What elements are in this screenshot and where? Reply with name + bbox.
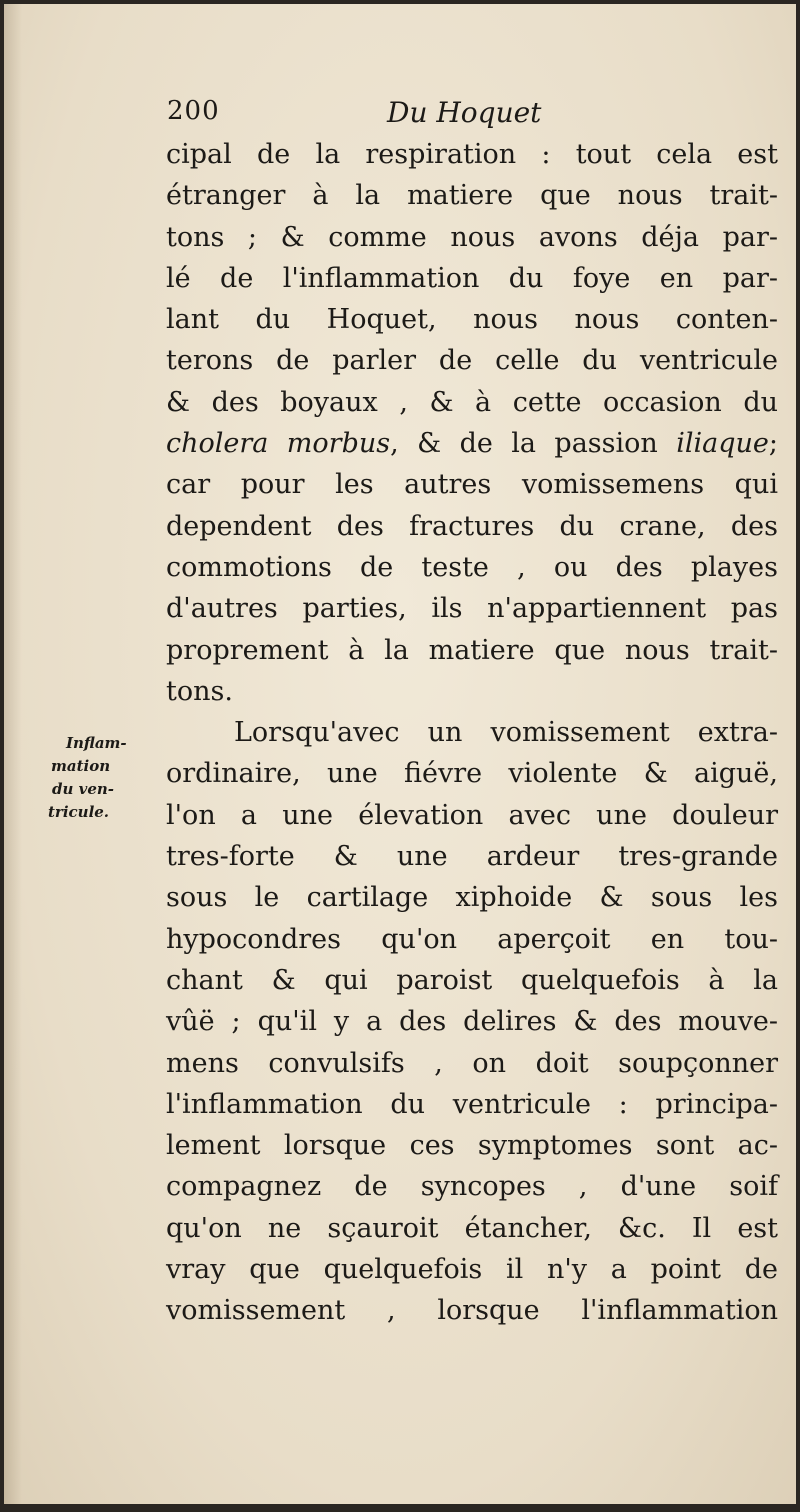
text-segment: chant & qui paroist quelquefois à la — [166, 964, 778, 996]
text-line — [166, 1208, 778, 1249]
text-segment: l'on a une élevation avec une douleur — [166, 799, 778, 831]
text-line — [166, 1249, 778, 1290]
text-line — [166, 175, 778, 216]
text-line — [166, 1166, 778, 1207]
text-segment: tres-forte & une ardeur tres-grande — [166, 841, 778, 873]
text-segment: proprement à la matiere que nous trait- — [166, 634, 778, 666]
text-line — [166, 630, 778, 671]
text-line — [166, 671, 778, 712]
text-segment: l'inflammation du ventricule : principa- — [166, 1088, 778, 1120]
text-line — [166, 547, 778, 588]
text-line — [166, 712, 778, 753]
italic-term: cholera morbus — [166, 428, 391, 460]
text-line — [166, 382, 778, 423]
text-segment: commotions de teste , ou des playes — [166, 551, 778, 583]
text-line — [166, 588, 778, 629]
text-segment: tons. — [166, 675, 233, 707]
text-segment: vomissement , lorsque l'inflammation — [166, 1295, 778, 1327]
text-line — [166, 299, 778, 340]
text-line — [166, 1084, 778, 1125]
text-line — [166, 1043, 778, 1084]
text-line — [166, 464, 778, 505]
page-number: 200 — [167, 96, 220, 126]
text-segment: Lorsqu'avec un vomissement extra- — [234, 717, 778, 749]
text-segment: tons ; & comme nous avons déja par- — [166, 221, 778, 253]
text-line — [166, 1001, 778, 1042]
text-line — [166, 506, 778, 547]
text-line — [166, 753, 778, 794]
body-text — [166, 134, 778, 1332]
text-segment: vûë ; qu'il y a des delires & des mouve- — [166, 1006, 778, 1038]
text-segment: lé de l'inflammation du foye en par- — [166, 262, 778, 294]
text-line — [166, 1290, 778, 1331]
text-segment: mens convulsifs , on doit soupçonner — [166, 1047, 778, 1079]
text-segment: , & de la passion — [390, 428, 677, 460]
text-segment: sous le cartilage xiphoide & sous les — [166, 882, 778, 914]
text-segment: vray que quelquefois il n'y a point de — [166, 1254, 778, 1286]
italic-term: iliaque — [676, 428, 769, 460]
text-segment: & des boyaux , & à cette occasion du — [166, 386, 778, 418]
text-segment: car pour les autres vomissemens qui — [166, 469, 778, 501]
text-segment: lement lorsque ces symptomes sont ac- — [166, 1130, 778, 1162]
text-line — [166, 217, 778, 258]
text-segment: ; — [768, 428, 778, 460]
marginal-note-line: du ven- — [52, 780, 115, 798]
text-line — [166, 919, 778, 960]
page-header — [167, 96, 767, 136]
text-segment: dependent des fractures du crane, des — [166, 510, 778, 542]
marginal-note — [44, 732, 164, 824]
text-line — [166, 340, 778, 381]
text-segment: lant du Hoquet, nous nous conten- — [166, 304, 778, 336]
marginal-note-line: Inflam- — [66, 734, 127, 752]
marginal-note-line: mation — [51, 757, 111, 775]
text-segment: terons de parler de celle du ventricule — [166, 345, 778, 377]
text-line — [166, 1125, 778, 1166]
text-segment: étranger à la matiere que nous trait- — [166, 180, 778, 212]
text-segment: compagnez de syncopes , d'une soif — [166, 1171, 778, 1203]
book-page — [4, 4, 796, 1504]
text-line — [166, 423, 778, 464]
text-line — [166, 836, 778, 877]
text-line — [166, 258, 778, 299]
text-segment: d'autres parties, ils n'appartiennent pas — [166, 593, 778, 625]
text-segment: hypocondres qu'on aperçoit en tou- — [166, 923, 778, 955]
marginal-note-line: tricule. — [48, 803, 110, 821]
text-line — [166, 960, 778, 1001]
text-line — [166, 877, 778, 918]
text-segment: cipal de la respiration : tout cela est — [166, 139, 778, 170]
text-segment: qu'on ne sçauroit étancher, &c. Il est — [166, 1212, 778, 1244]
text-line — [166, 795, 778, 836]
text-line — [166, 134, 778, 175]
text-segment: ordinaire, une fiévre violente & aiguë, — [166, 758, 778, 790]
running-title: Du Hoquet — [387, 96, 542, 129]
